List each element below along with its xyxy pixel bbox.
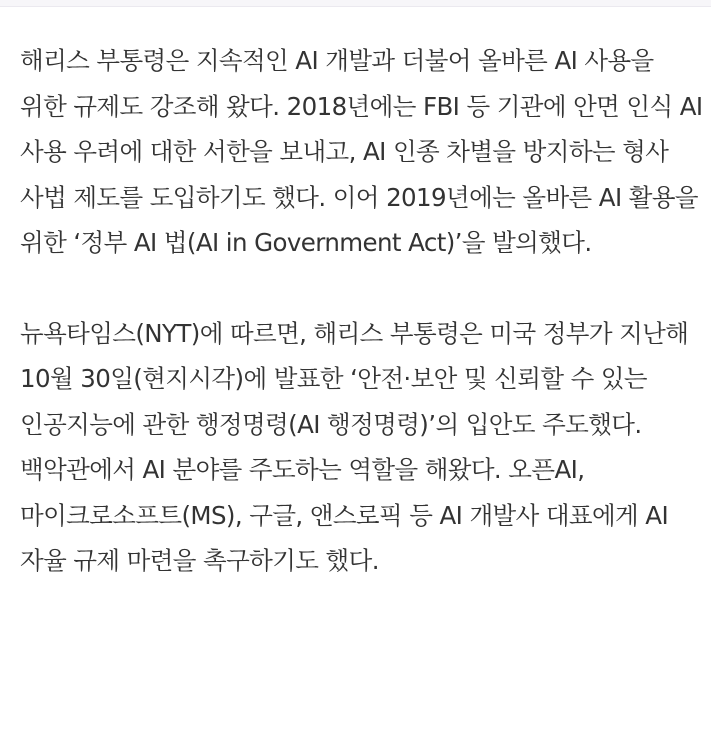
- article-paragraph-1: 해리스 부통령은 지속적인 AI 개발과 더불어 올바른 AI 사용을 위한 규제도 강조해 왔다. 2018년에는 FBI 등 기관에 안면 인식 AI 사용 우려에 대한 서한을 보내고, AI 인종 차별을 방지하는 형사 사법 제도를 도입하기도 했다. 이어 2019년에는 올바른 AI 활용을 위한 ‘정부 AI 법(AI in Government Act)’을 발의했다.: [20, 46, 703, 257]
- top-divider: [0, 0, 711, 7]
- article-body: [20, 38, 706, 584]
- article-paragraph-2: 뉴욕타임스(NYT)에 따르면, 해리스 부통령은 미국 정부가 지난해 10월 30일(현지시각)에 발표한 ‘안전·보안 및 신뢰할 수 있는 인공지능에 관한 행정명령(AI 행정명령)’의 입안도 주도했다. 백악관에서 AI 분야를 주도하는 역할을 해왔다. 오픈AI, 마이크로소프트(MS), 구글, 앤스로픽 등 AI 개발사 대표에게 AI 자율 규제 마련을 촉구하기도 했다.: [20, 318, 689, 575]
